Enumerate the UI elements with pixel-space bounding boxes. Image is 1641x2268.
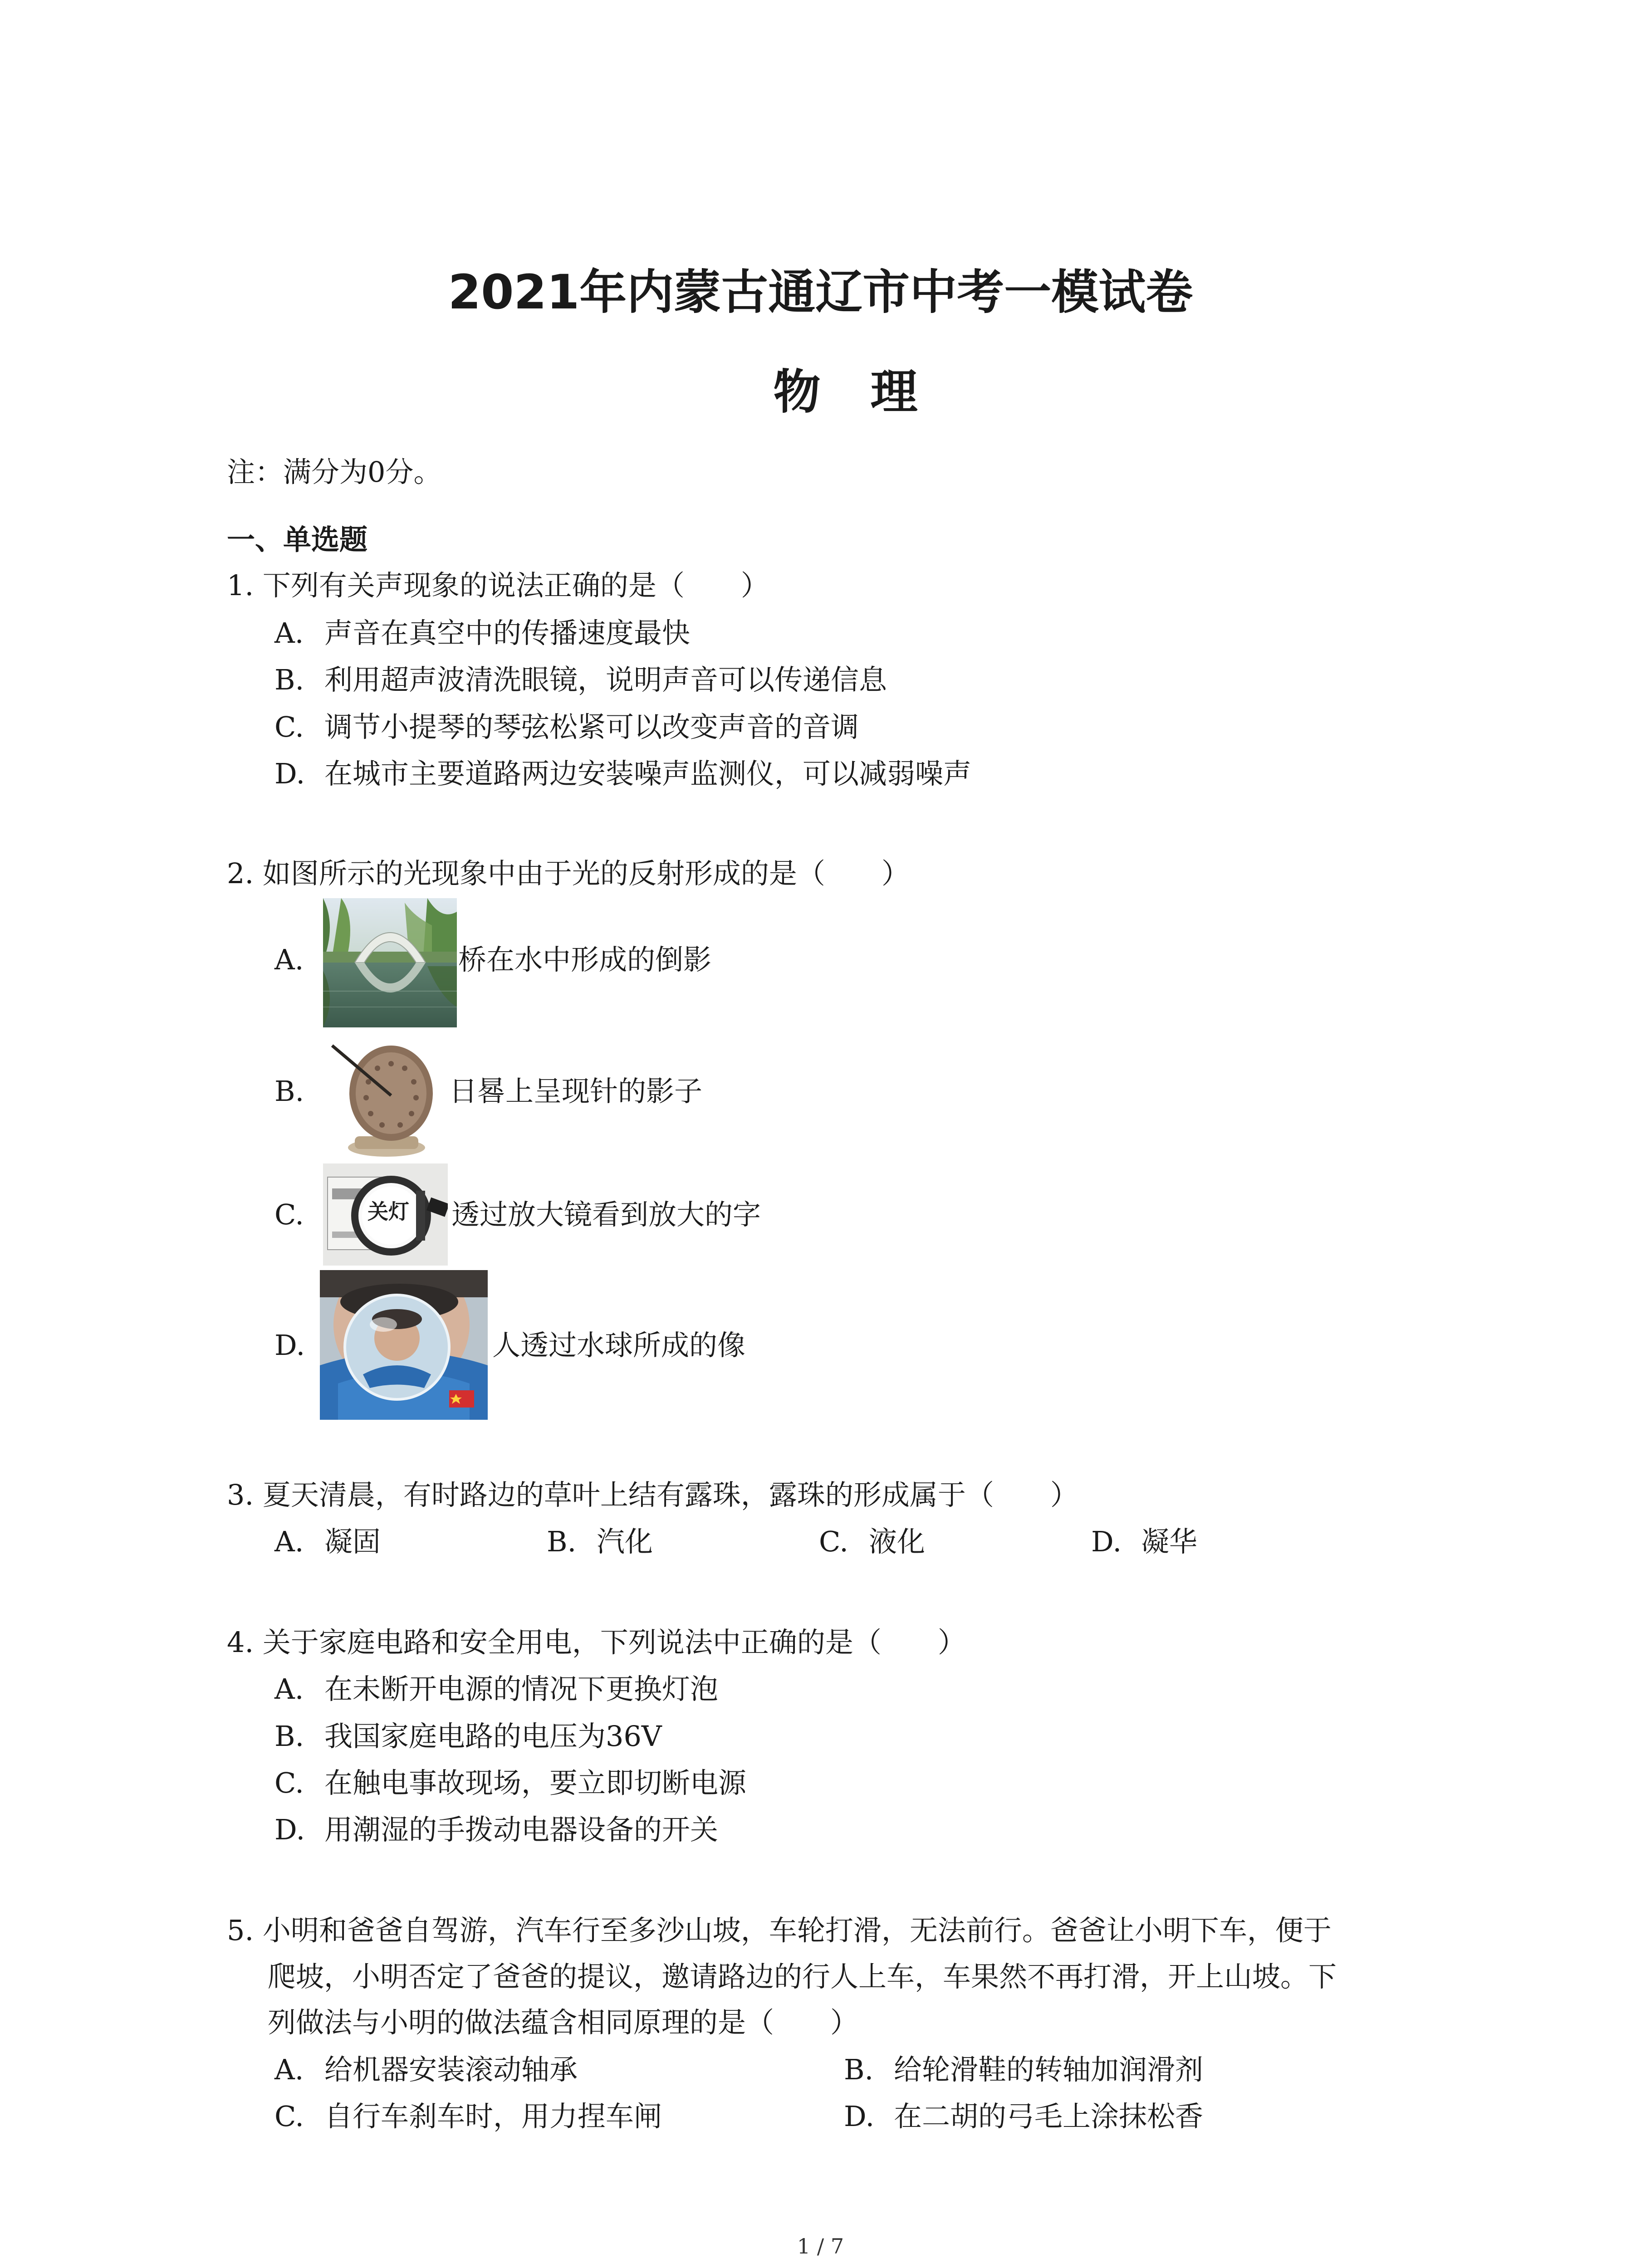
- q4-option-b-text: 我国家庭电路的电压为36V: [324, 1720, 662, 1753]
- q2-option-d-letter: D.: [274, 1329, 305, 1362]
- q4-option-c-text: 在触电事故现场，要立即切断电源: [324, 1766, 747, 1799]
- q2-option-b-letter: B.: [274, 1075, 304, 1108]
- page-number: 1 / 7: [797, 2234, 844, 2258]
- q5-option-d-text: 在二胡的弓毛上涂抹松香: [894, 2100, 1204, 2133]
- q4-option-d-text: 用潮湿的手拨动电器设备的开关: [324, 1813, 719, 1846]
- q4-option-c-letter: C.: [274, 1766, 304, 1799]
- q4-option-b-letter: B.: [274, 1720, 304, 1753]
- q4-option-a-text: 在未断开电源的情况下更换灯泡: [324, 1672, 719, 1706]
- question-5-stem-line-1: 5. 小明和爸爸自驾游，汽车行至多沙山坡，车轮打滑，无法前行。爸爸让小明下车，便于: [227, 1914, 1332, 1947]
- q2-option-c-text: 透过放大镜看到放大的字: [451, 1198, 761, 1231]
- q1-option-d-letter: D.: [274, 757, 305, 790]
- q1-option-b-letter: B.: [274, 663, 304, 696]
- q5-option-b-text: 给轮滑鞋的转轴加润滑剂: [894, 2053, 1204, 2086]
- q3-option-c-letter: C.: [819, 1525, 848, 1558]
- q3-option-d-letter: D.: [1091, 1525, 1122, 1558]
- q1-option-a-text: 声音在真空中的传播速度最快: [324, 616, 691, 650]
- question-2-stem: 2. 如图所示的光现象中由于光的反射形成的是（ ）: [227, 857, 910, 890]
- q1-option-a-letter: A.: [274, 616, 304, 650]
- magnifier-label: 关灯: [367, 1199, 409, 1224]
- question-5-stem-line-3: 列做法与小明的做法蕴含相同原理的是（ ）: [268, 2006, 859, 2039]
- q5-option-a-letter: A.: [274, 2053, 304, 2086]
- q5-option-d-letter: D.: [844, 2100, 875, 2133]
- q2-option-b-text: 日晷上呈现针的影子: [449, 1075, 703, 1108]
- q4-option-a-letter: A.: [274, 1672, 304, 1706]
- subject-title: 物理: [773, 364, 968, 420]
- section-heading: 一、单选题: [227, 523, 368, 556]
- q5-option-b-letter: B.: [844, 2053, 874, 2086]
- question-1-stem: 1. 下列有关声现象的说法正确的是（ ）: [227, 569, 769, 602]
- q1-option-b-text: 利用超声波清洗眼镜，说明声音可以传递信息: [324, 663, 887, 696]
- q3-option-d-text: 凝华: [1141, 1525, 1198, 1558]
- q5-option-a-text: 给机器安装滚动轴承: [324, 2053, 578, 2086]
- q4-option-d-letter: D.: [274, 1813, 305, 1846]
- q1-option-c-letter: C.: [274, 710, 304, 743]
- question-4-stem: 4. 关于家庭电路和安全用电，下列说法中正确的是（ ）: [227, 1626, 966, 1659]
- q2-option-c-letter: C.: [274, 1198, 304, 1231]
- q5-option-c-letter: C.: [274, 2100, 304, 2133]
- q3-option-c-text: 液化: [869, 1525, 926, 1558]
- q2-option-a-text: 桥在水中形成的倒影: [458, 943, 712, 976]
- q2-option-a-letter: A.: [274, 943, 304, 976]
- water-ball-image: [320, 1270, 488, 1420]
- q3-option-b-letter: B.: [547, 1525, 577, 1558]
- question-5-stem-line-2: 爬坡，小明否定了爸爸的提议，邀请路边的行人上车，车果然不再打滑，开上山坡。下: [268, 1960, 1337, 1993]
- q5-option-c-text: 自行车刹车时，用力捏车闸: [324, 2100, 662, 2133]
- q3-option-a-text: 凝固: [324, 1525, 381, 1558]
- score-note: 注：满分为0分。: [227, 455, 442, 489]
- q1-option-c-text: 调节小提琴的琴弦松紧可以改变声音的音调: [324, 710, 859, 743]
- exam-title: 2021年内蒙古通辽市中考一模试卷: [448, 264, 1193, 320]
- sundial-image: [323, 1041, 441, 1159]
- q3-option-b-text: 汽化: [597, 1525, 653, 1558]
- q1-option-d-text: 在城市主要道路两边安装噪声监测仪，可以减弱噪声: [324, 757, 972, 790]
- bridge-reflection-image: [323, 898, 457, 1027]
- q3-option-a-letter: A.: [274, 1525, 304, 1558]
- q2-option-d-text: 人透过水球所成的像: [492, 1329, 746, 1362]
- question-3-stem: 3. 夏天清晨，有时路边的草叶上结有露珠，露珠的形成属于（ ）: [227, 1478, 1078, 1511]
